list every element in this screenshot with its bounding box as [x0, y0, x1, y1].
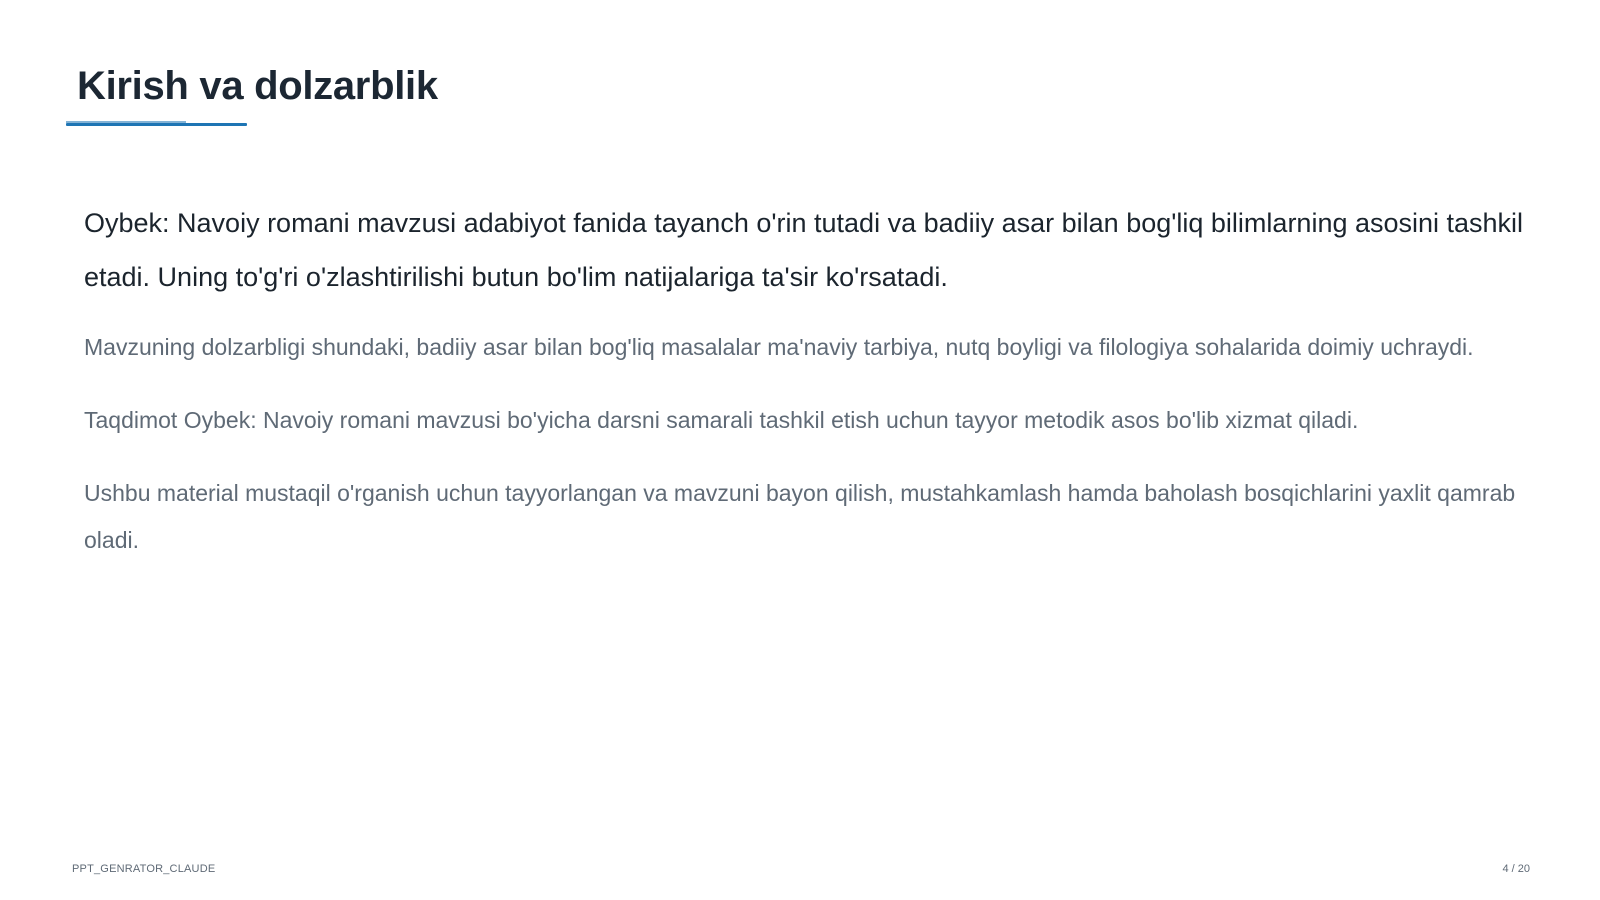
slide-content — [84, 196, 1524, 590]
body-paragraph-method: Taqdimot Oybek: Navoiy romani mavzusi bo'yicha darsni samarali tashkil etish uchun tayyor metodik asos bo'lib xizmat qiladi. — [84, 407, 1359, 433]
slide-title: Kirish va dolzarblik — [77, 64, 438, 108]
lead-paragraph: Oybek: Navoiy romani mavzusi adabiyot fanida tayanch o'rin tutadi va badiiy asar bilan bog'liq bilimlarning asosini tashkil etadi. Uning to'g'ri o'zlashtirilishi butun bo'lim natijalariga ta'sir ko'rsatadi. — [84, 208, 1524, 292]
page-number: 4 / 20 — [1502, 863, 1530, 875]
title-underline-main-bar — [66, 123, 247, 126]
footer-brand: PPT_GENRATOR_CLAUDE — [72, 863, 216, 875]
body-paragraph-material: Ushbu material mustaqil o'rganish uchun tayyorlangan va mavzuni bayon qilish, mustahkamlash hamda baholash bosqichlarini yaxlit qamrab oladi. — [84, 480, 1516, 553]
title-underline — [66, 121, 247, 126]
body-paragraph-relevance: Mavzuning dolzarbligi shundaki, badiiy asar bilan bog'liq masalalar ma'naviy tarbiya, nutq boyligi va filologiya sohalarida doimiy uchraydi. — [84, 334, 1474, 360]
